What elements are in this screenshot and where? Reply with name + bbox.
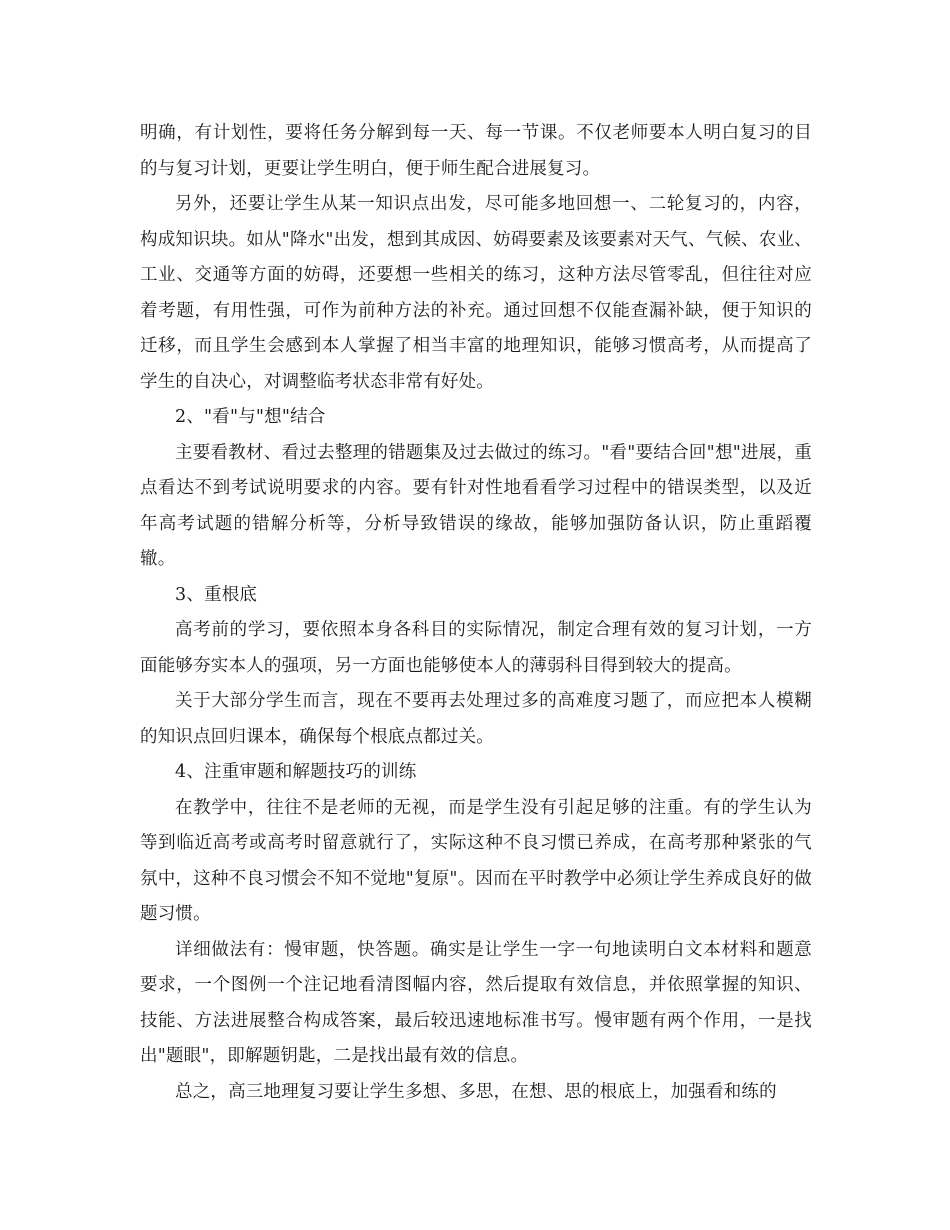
section-heading-look-and-think: 2、"看"与"想"结合 [175,407,326,427]
paragraph-habits: 在教学中，往往不是老师的无视，而是学生没有引起足够的注重。有的学生认为等到临近高考或高考时留意就行了，实际这种不良习惯已养成，在高考那种紧张的气氛中，这种不良习惯会不知不觉地"复原"。因而在平时教学中必须让学生养成良好的做题习惯。 [140,797,812,924]
paragraph-recall-knowledge: 另外，还要让学生从某一知识点出发，尽可能多地回想一、二轮复习的，内容，构成知识块。如从"降水"出发，想到其成因、妨碍要素及该要素对天气、气候、农业、工业、交通等方面的妨碍，还要想一些相关的练习，这种方法尽管零乱，但往往对应着考题，有用性强，可作为前种方法的补充。通过回想不仅能查漏补缺，便于知识的迁移，而且学生会感到本人掌握了相当丰富的地理知识，能够习惯高考，从而提高了学生的自决心，对调整临考状态非常有好处。 [140,194,812,392]
paragraph-basic-points: 关于大部分学生而言，现在不要再去处理过多的高难度习题了，而应把本人模糊的知识点回归课本，确保每个根底点都过关。 [140,691,812,747]
section-heading-exam-skills: 4、注重审题和解题技巧的训练 [175,762,417,782]
paragraph-methods: 详细做法有：慢审题，快答题。确实是让学生一字一句地读明白文本材料和题意要求，一个图例一个注记地看清图幅内容，然后提取有效信息，并依照掌握的知识、技能、方法进展整合构成答案，最后较迅速地标准书写。慢审题有两个作用，一是找出"题眼"，即解题钥匙，二是找出最有效的信息。 [140,939,812,1066]
document-body [140,116,812,1110]
paragraph-continuation: 明确，有计划性，要将任务分解到每一天、每一节课。不仅老师要本人明白复习的目的与复习计划，更要让学生明白，便于师生配合进展复习。 [140,123,812,179]
paragraph-study-plan: 高考前的学习，要依照本身各科目的实际情况，制定合理有效的复习计划，一方面能够夯实本人的强项，另一方面也能够使本人的薄弱科目得到较大的提高。 [140,620,812,676]
paragraph-review-materials: 主要看教材、看过去整理的错题集及过去做过的练习。"看"要结合回"想"进展，重点看达不到考试说明要求的内容。要有针对性地看看学习过程中的错误类型，以及近年高考试题的错解分析等，分析导致错误的缘故，能够加强防备认识，防止重蹈覆辙。 [140,442,812,569]
section-heading-fundamentals: 3、重根底 [175,584,258,605]
paragraph-conclusion: 总之，高三地理复习要让学生多想、多思，在想、思的根底上，加强看和练的 [175,1081,777,1102]
